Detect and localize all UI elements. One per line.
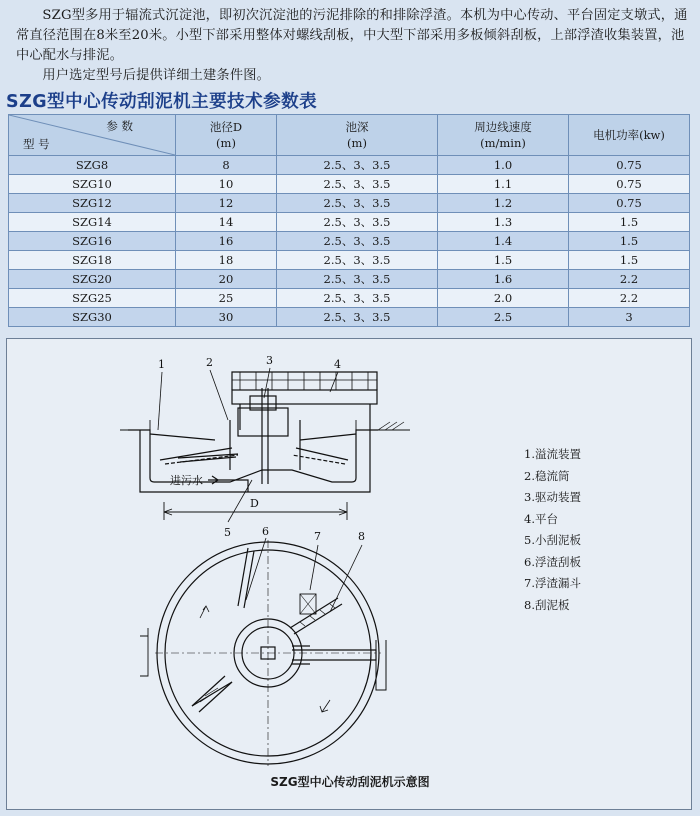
cell-power: 1.5 xyxy=(569,232,690,251)
cell-depth: 2.5、3、3.5 xyxy=(277,270,438,289)
header-line: (m) xyxy=(216,136,236,150)
cell-depth: 2.5、3、3.5 xyxy=(277,289,438,308)
callout-6: 6 xyxy=(262,525,269,538)
diagram-legend xyxy=(524,444,581,616)
legend-item: 8.刮泥板 xyxy=(524,597,570,612)
cell-depth: 2.5、3、3.5 xyxy=(277,251,438,270)
cell-power: 0.75 xyxy=(569,175,690,194)
cell-depth: 2.5、3、3.5 xyxy=(277,156,438,175)
legend-item: 6.浮渣刮板 xyxy=(524,554,581,569)
header-line: 池径D xyxy=(209,120,243,134)
diagram-caption: SZG型中心传动刮泥机示意图 xyxy=(270,775,430,789)
cell-power: 0.75 xyxy=(569,194,690,213)
cell-power: 1.5 xyxy=(569,213,690,232)
intro-paragraph-1: SZG型多用于辐流式沉淀池，即初次沉淀池的污泥排除的和排除浮渣。本机为中心传动、平台固定支墩式，通常直径范围在8米至20米。小型下部采用整体对螺线刮板，中大型下部采用多板倾斜刮板，上部浮渣收集装置，池中心配水与排泥。 xyxy=(16,8,688,63)
cell-model: SZG25 xyxy=(9,289,176,308)
cell-model: SZG20 xyxy=(9,270,176,289)
legend-item: 2.稳流筒 xyxy=(524,468,570,483)
header-line: (m/min) xyxy=(480,136,526,150)
cell-diameter: 10 xyxy=(176,175,277,194)
cell-depth: 2.5、3、3.5 xyxy=(277,232,438,251)
cell-depth: 2.5、3、3.5 xyxy=(277,213,438,232)
callout-1: 1 xyxy=(158,358,165,371)
cell-depth: 2.5、3、3.5 xyxy=(277,175,438,194)
cell-model: SZG16 xyxy=(9,232,176,251)
legend-item: 7.浮渣漏斗 xyxy=(524,576,581,590)
cell-power: 2.2 xyxy=(569,270,690,289)
cell-depth: 2.5、3、3.5 xyxy=(277,308,438,327)
callout-4: 4 xyxy=(334,358,341,371)
callout-8: 8 xyxy=(358,530,365,543)
cell-power: 2.2 xyxy=(569,289,690,308)
cell-speed: 1.4 xyxy=(438,232,569,251)
section-view xyxy=(120,372,410,492)
cell-power: 1.5 xyxy=(569,251,690,270)
cell-diameter: 20 xyxy=(176,270,277,289)
cell-speed: 1.2 xyxy=(438,194,569,213)
plan-view xyxy=(140,540,386,766)
legend-item: 1.溢流装置 xyxy=(524,447,581,461)
table-title: SZG型中心传动刮泥机主要技术参数表 xyxy=(6,92,318,112)
cell-power: 0.75 xyxy=(569,156,690,175)
header-line: (m) xyxy=(347,136,367,150)
cell-speed: 2.5 xyxy=(438,308,569,327)
cell-model: SZG12 xyxy=(9,194,176,213)
cell-diameter: 16 xyxy=(176,232,277,251)
cell-speed: 1.1 xyxy=(438,175,569,194)
cell-model: SZG30 xyxy=(9,308,176,327)
cell-speed: 1.6 xyxy=(438,270,569,289)
corner-label-params: 参 数 xyxy=(106,119,133,133)
corner-label-model: 型 号 xyxy=(23,137,50,151)
cell-speed: 1.3 xyxy=(438,213,569,232)
callout-3: 3 xyxy=(266,354,273,367)
callout-7: 7 xyxy=(314,530,321,543)
cell-speed: 1.5 xyxy=(438,251,569,270)
cell-model: SZG10 xyxy=(9,175,176,194)
intro-paragraph-2: 用户选定型号后提供详细土建条件图。 xyxy=(42,68,270,83)
cell-speed: 1.0 xyxy=(438,156,569,175)
legend-item: 4.平台 xyxy=(524,511,558,526)
callout-2: 2 xyxy=(206,356,213,369)
cell-diameter: 30 xyxy=(176,308,277,327)
header-line: 池深 xyxy=(345,120,369,134)
dimension-label: D xyxy=(250,497,259,510)
cell-depth: 2.5、3、3.5 xyxy=(277,194,438,213)
cell-diameter: 14 xyxy=(176,213,277,232)
cell-model: SZG14 xyxy=(9,213,176,232)
header-line: 周边线速度 xyxy=(474,120,532,134)
legend-item: 5.小刮泥板 xyxy=(524,533,581,547)
legend-item: 3.驱动装置 xyxy=(524,490,581,504)
cell-diameter: 25 xyxy=(176,289,277,308)
header-line: 电机功率(kw) xyxy=(593,128,665,142)
cell-power: 3 xyxy=(569,308,690,327)
callout-5: 5 xyxy=(224,526,231,539)
inlet-label: 进污水 xyxy=(170,474,203,487)
cell-speed: 2.0 xyxy=(438,289,569,308)
cell-diameter: 8 xyxy=(176,156,277,175)
cell-model: SZG18 xyxy=(9,251,176,270)
cell-model: SZG8 xyxy=(9,156,176,175)
cell-diameter: 18 xyxy=(176,251,277,270)
cell-diameter: 12 xyxy=(176,194,277,213)
